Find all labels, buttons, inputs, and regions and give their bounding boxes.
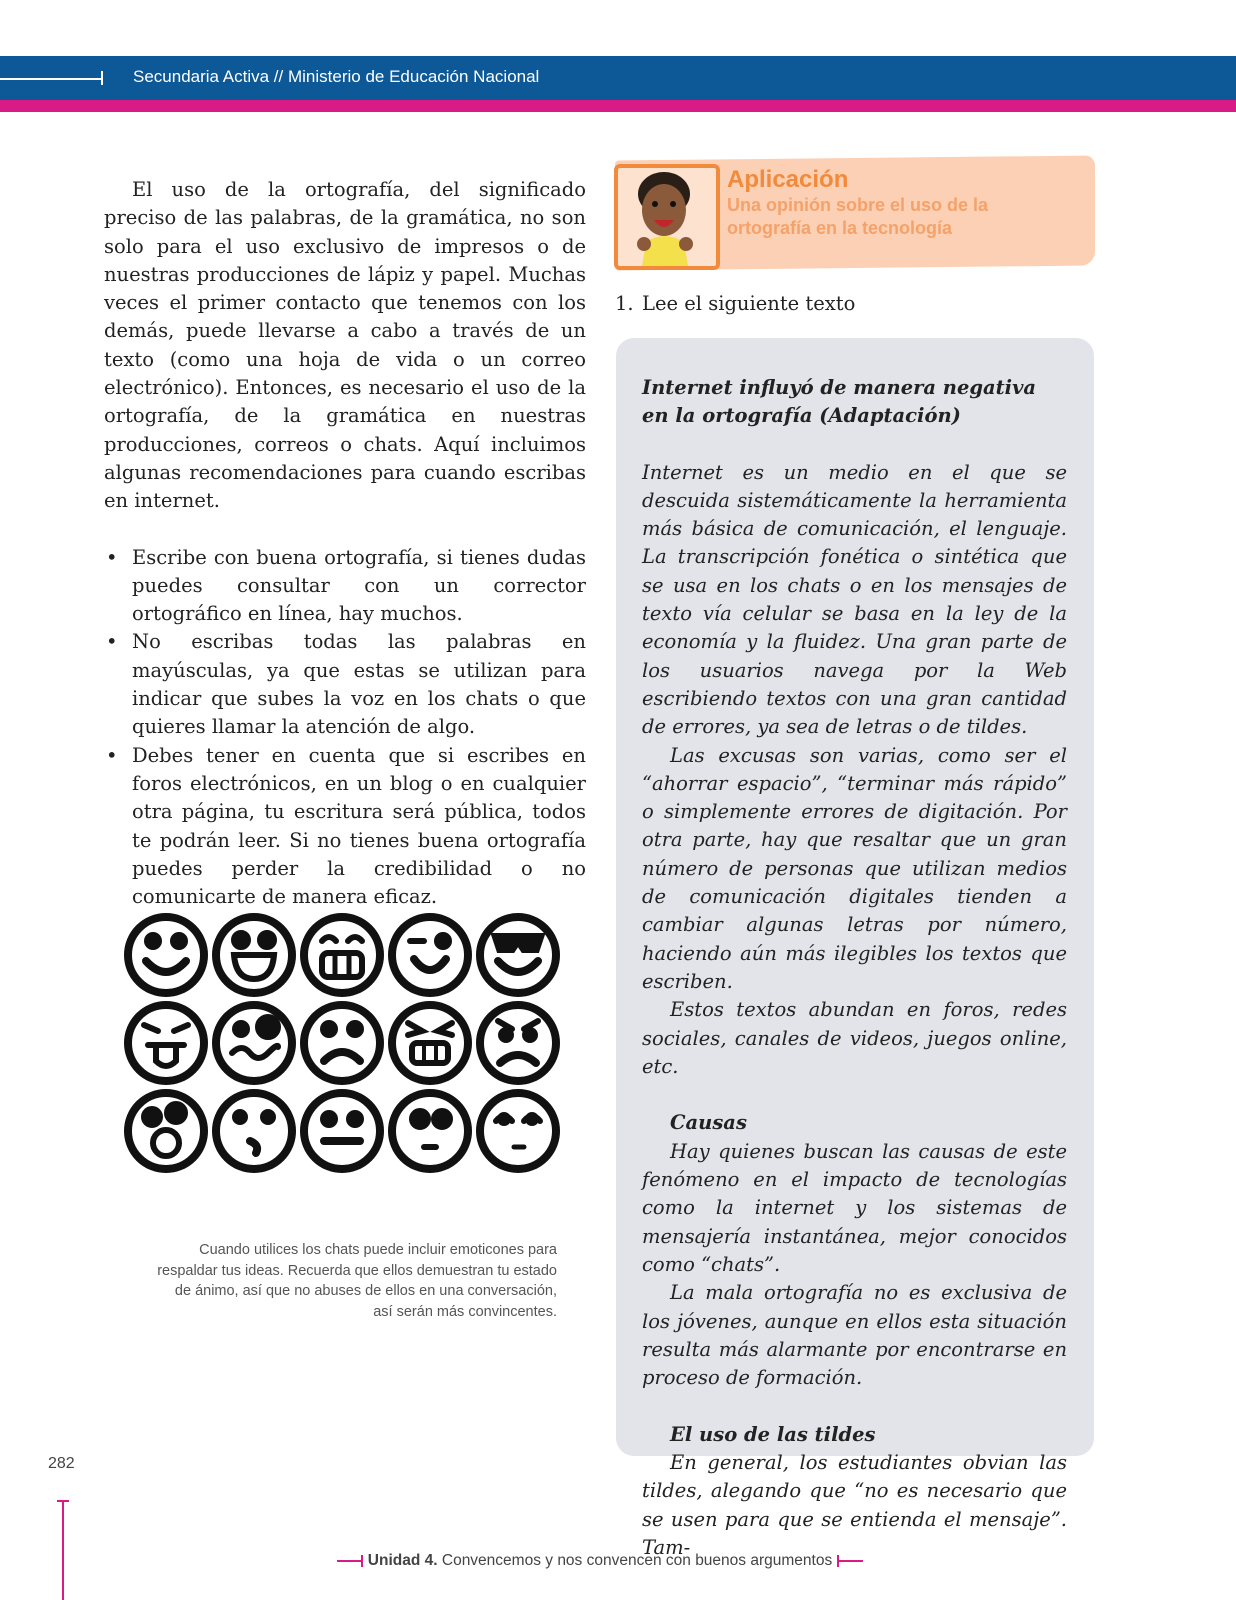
reading-paragraph: La mala ortografía no es exclusiva de los jóvenes, aunque en ellos esta situación resulta más alarmante por encontrarse en proceso de formación. <box>642 1281 1067 1390</box>
emoticons-caption: Cuando utilices los chats puede incluir emoticones para respaldar tus ideas. Recuerda que ellos demuestran tu estado de ánimo, así que no abuses de ellos en una conversación, así serán más convincentes. <box>157 1242 557 1320</box>
confused-emoticon-icon <box>216 1093 292 1169</box>
footer-margin-tick <box>57 1500 69 1502</box>
footer-rule-right <box>837 1560 863 1562</box>
reading-paragraph: Estos textos abundan en foros, redes sociales, canales de videos, juegos online, etc. <box>642 998 1067 1078</box>
footer-unit-label: Unidad 4. <box>367 1552 438 1569</box>
list-item: • No escribas todas las palabras en mayúsculas, ya que estas se utilizan para indicar que subes la voz en los chats o que quieres llamar la atención de algo. <box>106 630 586 739</box>
bullet-icon: • <box>106 545 118 569</box>
cool-emoticon-icon <box>480 917 556 993</box>
footer-unit-title: Convencemos y nos convencen con buenos argumentos <box>441 1552 833 1569</box>
tongue-emoticon-icon <box>128 1005 204 1081</box>
angry-scream-emoticon-icon <box>392 1005 468 1081</box>
section-heading-causas: Causas <box>670 1111 747 1135</box>
skeptical-emoticon-icon <box>392 1093 468 1169</box>
aplicacion-avatar-frame <box>614 164 720 270</box>
header-title: Secundaria Activa // Ministerio de Educación Nacional <box>133 67 540 86</box>
intro-paragraph: El uso de la ortografía, del significado preciso de las palabras, de la gramática, no son solo para el uso exclusivo de impresos o de nuestras producciones de lápiz y papel. Muchas veces el primer contacto que tenemos con los demás, puede llevarse a cabo a través de un texto (como una hoja de vida o un correo electrónico). Entonces, es necesario el uso de la ortografía, de la gramática en nuestras producciones, correos o chats. Aquí incluimos algunas recomendaciones para cuando escribas en internet. <box>104 178 586 513</box>
bullet-icon: • <box>106 630 118 654</box>
left-column <box>104 176 586 911</box>
footer-unit <box>320 1552 880 1570</box>
recommendations-list <box>104 544 586 912</box>
grin-emoticon-icon <box>216 917 292 993</box>
section-heading-tildes: El uso de las tildes <box>670 1422 876 1446</box>
teeth-emoticon-icon <box>304 917 380 993</box>
footer-margin-rule <box>62 1500 64 1600</box>
reading-paragraph: Las excusas son varias, como ser el “ahorrar espacio”, “terminar más rápido” o simplemente errores de digitación. Por otra parte, hay que resaltar que un gran número de personas que utilizan medios de comunicación digitales tienden a cambiar algunas letras por número, haciendo aún más ilegibles los textos que escriben. <box>642 743 1067 993</box>
emoticons-illustration <box>122 910 572 1180</box>
instruction-number: 1. <box>615 292 634 315</box>
shocked-emoticon-icon <box>128 1093 204 1169</box>
aplicacion-label: Aplicación <box>727 166 849 193</box>
footer-rule-left <box>337 1560 363 1562</box>
reading-paragraph: Hay quienes buscan las causas de este fenómeno en el impacto de tecnologías como la internet y los sistemas de mensajería instantánea, mejor conocidos como “chats”. <box>642 1139 1067 1276</box>
neutral-emoticon-icon <box>304 1093 380 1169</box>
bullet-icon: • <box>106 743 118 767</box>
list-item: • Escribe con buena ortografía, si tienes dudas puedes consultar con un corrector ortográfico en línea, hay muchos. <box>106 545 586 626</box>
reading-paragraph: En general, los estudiantes obvian las tildes, alegando que “no es necesario que se usen para que se entienda el mensaje”. Tam- <box>642 1450 1067 1559</box>
page-number: 282 <box>48 1455 75 1472</box>
header-rule-tick <box>101 71 103 85</box>
sad-emoticon-icon <box>304 1005 380 1081</box>
reading-text <box>642 374 1067 1562</box>
smile-emoticon-icon <box>128 917 204 993</box>
instruction-text: Lee el siguiente texto <box>642 292 856 315</box>
wavy-emoticon-icon <box>216 1005 292 1081</box>
instruction <box>615 290 855 318</box>
aplicacion-subtitle: Una opinión sobre el uso de la ortografía en la tecnología <box>727 195 989 238</box>
frown-emoticon-icon <box>480 1005 556 1081</box>
reading-paragraph: Internet es un medio en el que se descuida sistemáticamente la herramienta más básica de comunicación, el lenguaje. La transcripción fonética o sintética que se usa en los chats o en los mensajes de texto vía celular se basa en la ley de la economía y la fluidez. Una gran parte de los usuarios navega por la Web escribiendo textos con una gran cantidad de errores, ya sea de letras o de tildes. <box>642 460 1067 739</box>
wink-emoticon-icon <box>392 917 468 993</box>
reading-title: Internet influyó de manera negativa en la ortografía (Adaptación) <box>642 376 1037 428</box>
list-item: • Debes tener en cuenta que si escribes en foros electrónicos, en un blog o en cualquier otra página, tu escritura será pública, todos te podrán leer. Si no tienes buena ortografía puedes perder la credibilidad o no comunicarte de manera eficaz. <box>106 743 586 909</box>
student-avatar-icon <box>618 168 716 266</box>
header-rule <box>0 78 102 80</box>
eyes-up-emoticon-icon <box>480 1093 556 1169</box>
header-accent-stripe <box>0 100 1236 112</box>
